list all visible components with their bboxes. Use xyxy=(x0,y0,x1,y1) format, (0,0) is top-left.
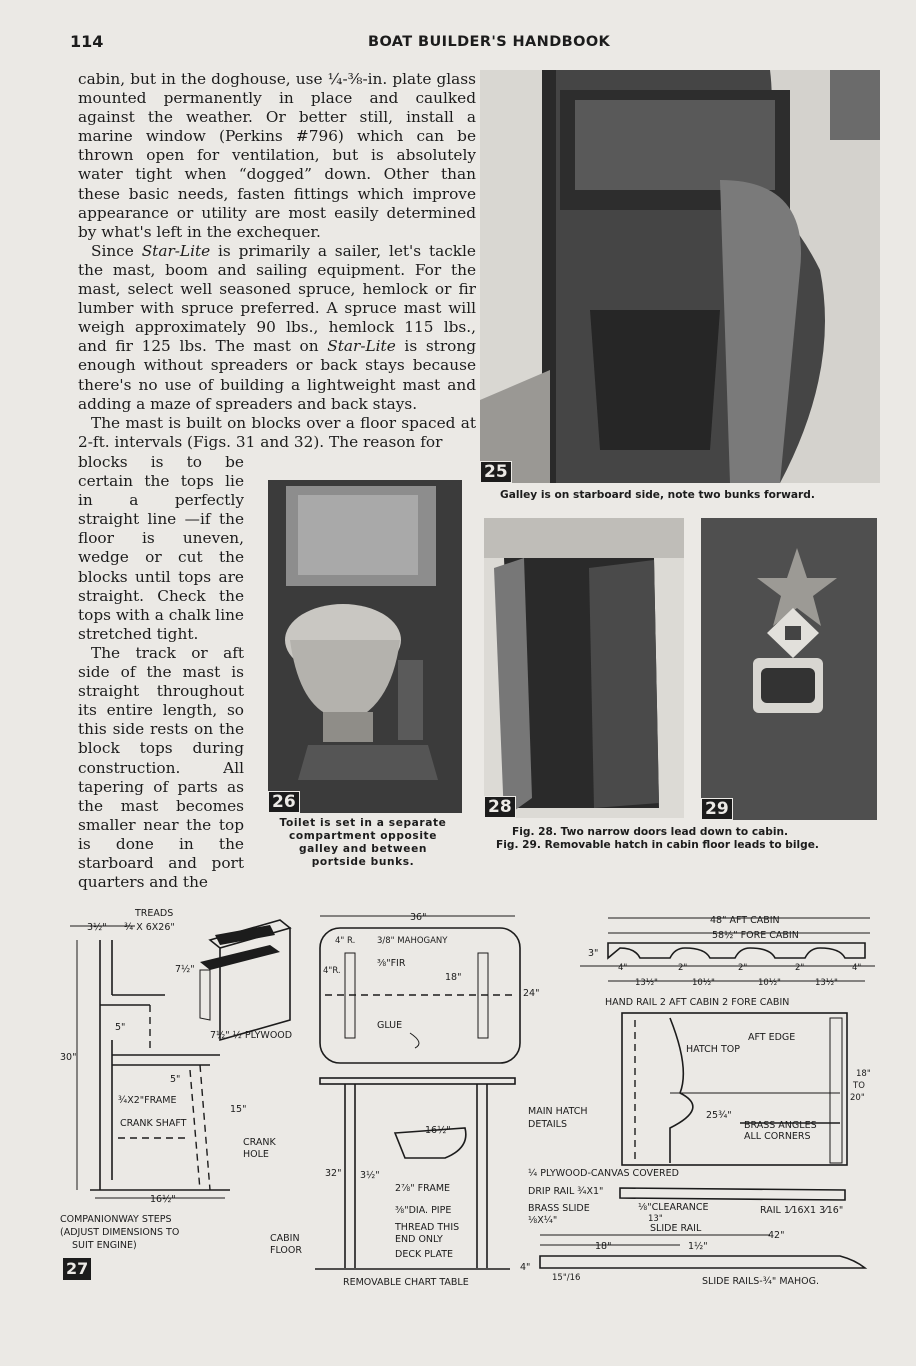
dim-15: 15" xyxy=(230,1104,247,1115)
label-glue: GLUE xyxy=(377,1020,403,1031)
radius-4b: 4"R. xyxy=(323,966,341,976)
dim-20: 20" xyxy=(850,1093,865,1103)
label-rail: RAIL 1⁄16X1 3⁄16" xyxy=(760,1205,844,1216)
page-number: 114 xyxy=(70,32,104,51)
paragraph-4: The track or aft side of the mast is straight throughout its entire length, so this side rests on the block tops during construction. All tapering of parts as the mast becomes smaller near the top is done in the starboard and port quarters and the xyxy=(78,643,244,892)
dim-10-5b: 10½" xyxy=(758,978,781,988)
label-thread-1: THREAD THIS xyxy=(395,1222,460,1233)
label-deck-plate: DECK PLATE xyxy=(395,1249,454,1260)
label-slide-rails: SLIDE RAILS-¾" MAHOG. xyxy=(702,1276,820,1287)
label-slide-rail: SLIDE RAIL xyxy=(650,1223,702,1234)
dim-25-75: 25¾" xyxy=(706,1110,732,1121)
dim-2b: 2" xyxy=(738,963,748,973)
dim-30: 30" xyxy=(60,1052,77,1063)
dim-aft-cabin: 48" AFT CABIN xyxy=(710,915,780,926)
figure-27-number: 27 xyxy=(63,1258,91,1280)
label-aft-edge: AFT EDGE xyxy=(748,1032,796,1043)
dim-18: 18" xyxy=(445,972,462,983)
figure-number: 26 xyxy=(268,791,300,813)
brass-slide-dim: ⅛X¼" xyxy=(528,1215,558,1226)
body-text-narrow xyxy=(78,453,244,892)
title-line-3: SUIT ENGINE) xyxy=(72,1240,137,1251)
photo-hatch xyxy=(701,518,877,820)
running-head: BOAT BUILDER'S HANDBOOK xyxy=(368,34,611,50)
dim-16-5: 16½" xyxy=(425,1125,451,1136)
dim-3: 3" xyxy=(588,948,599,959)
dim-24: 24" xyxy=(523,988,540,999)
photo-doors xyxy=(484,518,684,818)
dim-10-5a: 10½" xyxy=(692,978,715,988)
dim-1-5: 1½" xyxy=(688,1241,708,1252)
photo-toilet xyxy=(268,480,462,813)
dim-18-hatch: 18" xyxy=(856,1069,871,1079)
dim-fore-cabin: 58½" FORE CABIN xyxy=(712,930,799,941)
photo-galley xyxy=(480,70,880,483)
dim-36: 36" xyxy=(410,912,427,923)
dim-2a: 2" xyxy=(678,963,688,973)
toilet-photo-illustration xyxy=(268,480,462,813)
label-thread-2: END ONLY xyxy=(395,1234,443,1245)
label-hatch-top: HATCH TOP xyxy=(686,1044,740,1055)
figure-number: 25 xyxy=(480,461,512,483)
label-plywood: ¼ PLYWOOD-CANVAS COVERED xyxy=(528,1168,679,1179)
figure-number: 29 xyxy=(701,798,733,820)
label-floor: FLOOR xyxy=(270,1245,302,1256)
boat-name: Star-Lite xyxy=(327,337,396,356)
dim-32: 32" xyxy=(325,1168,342,1179)
label-hand-rail: HAND RAIL 2 AFT CABIN 2 FORE CABIN xyxy=(605,997,790,1008)
chart-table-diagram xyxy=(265,908,540,1298)
chart-table-title: REMOVABLE CHART TABLE xyxy=(343,1277,469,1288)
caption-fig28: Fig. 28. Two narrow doors lead down to cabin. xyxy=(512,826,789,838)
label-hole: HOLE xyxy=(243,1149,269,1160)
hatch-photo-illustration xyxy=(701,518,877,820)
label-frame: ¾X2"FRAME xyxy=(118,1095,177,1106)
label-frame: 2⅞" FRAME xyxy=(395,1183,451,1194)
dim-5: 5" xyxy=(115,1022,126,1033)
dim-3-5: 3½" xyxy=(87,922,107,933)
label-brass-angles: BRASS ANGLES xyxy=(744,1120,817,1131)
paragraph-1: cabin, but in the doghouse, use ¼-⅜-in. plate glass mounted permanently in place and caulked against the weather. Or better still, install a marine window (Perkins #796) which can be thrown open for ventilation, but is absolutely water tight when “dogged” down. Other than these basic needs, fasten fittings which improve appearance or utility are most easily determined by what's left in the exchequer. xyxy=(78,70,476,241)
label-all-corners: ALL CORNERS xyxy=(744,1131,811,1142)
dim-4b: 4" xyxy=(852,963,862,973)
dim-42: 42" xyxy=(768,1230,785,1241)
title-line-2: (ADJUST DIMENSIONS TO xyxy=(60,1227,180,1238)
label-clearance: ⅛"CLEARANCE xyxy=(638,1202,709,1213)
dim-3-5: 3½" xyxy=(360,1170,380,1181)
dim-4: 4" xyxy=(520,1262,531,1273)
label-fir: ⅜"FIR xyxy=(377,958,406,969)
label-cabin: CABIN xyxy=(270,1233,300,1244)
label-main-hatch: MAIN HATCH xyxy=(528,1106,588,1117)
dim-13-5a: 13½" xyxy=(635,978,658,988)
dim-4a: 4" xyxy=(618,963,628,973)
label-brass-slide: BRASS SLIDE xyxy=(528,1203,590,1214)
dim-5b: 5" xyxy=(170,1074,181,1085)
dim-16-5: 16½" xyxy=(150,1194,176,1205)
radius-4: 4" R. xyxy=(335,936,356,946)
tread-stock: ¾ X 6X26" xyxy=(124,922,175,933)
boat-name: Star-Lite xyxy=(141,241,211,260)
caption-fig25: Galley is on starboard side, note two bunks forward. xyxy=(500,489,815,501)
dim-7-5: 7½" xyxy=(175,964,195,975)
label-details: DETAILS xyxy=(528,1119,568,1130)
paragraph-2: Since Star-Lite is primarily a sailer, let's tackle the mast, boom and sailing equipment. For the mast, select well seasoned spruce, hemlock or fir lumber with spruce preferred. A spruce mast will weigh approximately 90 lbs., hemlock 115 lbs., and fir 125 lbs. The mast on Star-Lite is strong enough without spreaders or back stays because there's no use of building a lightweight mast and adding a maze of spreaders and back stays. xyxy=(78,241,476,413)
caption-fig26: Toilet is set in a separate compartment opposite galley and between portside bunks. xyxy=(279,817,447,868)
dim-18-rail: 18" xyxy=(595,1241,612,1252)
figure-number: 28 xyxy=(484,796,516,818)
main-hatch-diagram xyxy=(520,908,880,1293)
label-crank: CRANK xyxy=(243,1137,276,1148)
title-line-1: COMPANIONWAY STEPS xyxy=(60,1214,172,1225)
label-pipe: ⅜"DIA. PIPE xyxy=(395,1205,452,1216)
caption-fig29: Fig. 29. Removable hatch in cabin floor leads to bilge. xyxy=(496,839,819,851)
dim-to: TO xyxy=(853,1081,865,1091)
caption-fig28-29 xyxy=(496,826,886,852)
doors-photo-illustration xyxy=(484,518,684,818)
label-drip-rail: DRIP RAIL ¾X1" xyxy=(528,1186,604,1197)
label-treads: TREADS xyxy=(135,908,174,919)
dim-15-16: 15"/16 xyxy=(552,1273,581,1283)
dim-13: 13" xyxy=(648,1214,663,1224)
label-mahogany: 3/8" MAHOGANY xyxy=(377,936,448,946)
paragraph-3-start: The mast is built on blocks over a floor spaced at 2-ft. intervals (Figs. 31 and 32). The reason for xyxy=(78,413,476,451)
dim-2c: 2" xyxy=(795,963,805,973)
label-crank-shaft: CRANK SHAFT xyxy=(120,1118,187,1129)
galley-photo-illustration xyxy=(480,70,880,483)
paragraph-3-end: blocks is to be certain the tops lie in a perfectly straight line —if the floor is uneven, wedge or cut the blocks until tops are straight. Check the tops with a chalk line stretched tight. xyxy=(78,453,244,643)
body-text-wide xyxy=(78,70,476,452)
label-plywood: 7½" ½ PLYWOOD xyxy=(210,1030,293,1041)
dim-13-5b: 13½" xyxy=(815,978,838,988)
